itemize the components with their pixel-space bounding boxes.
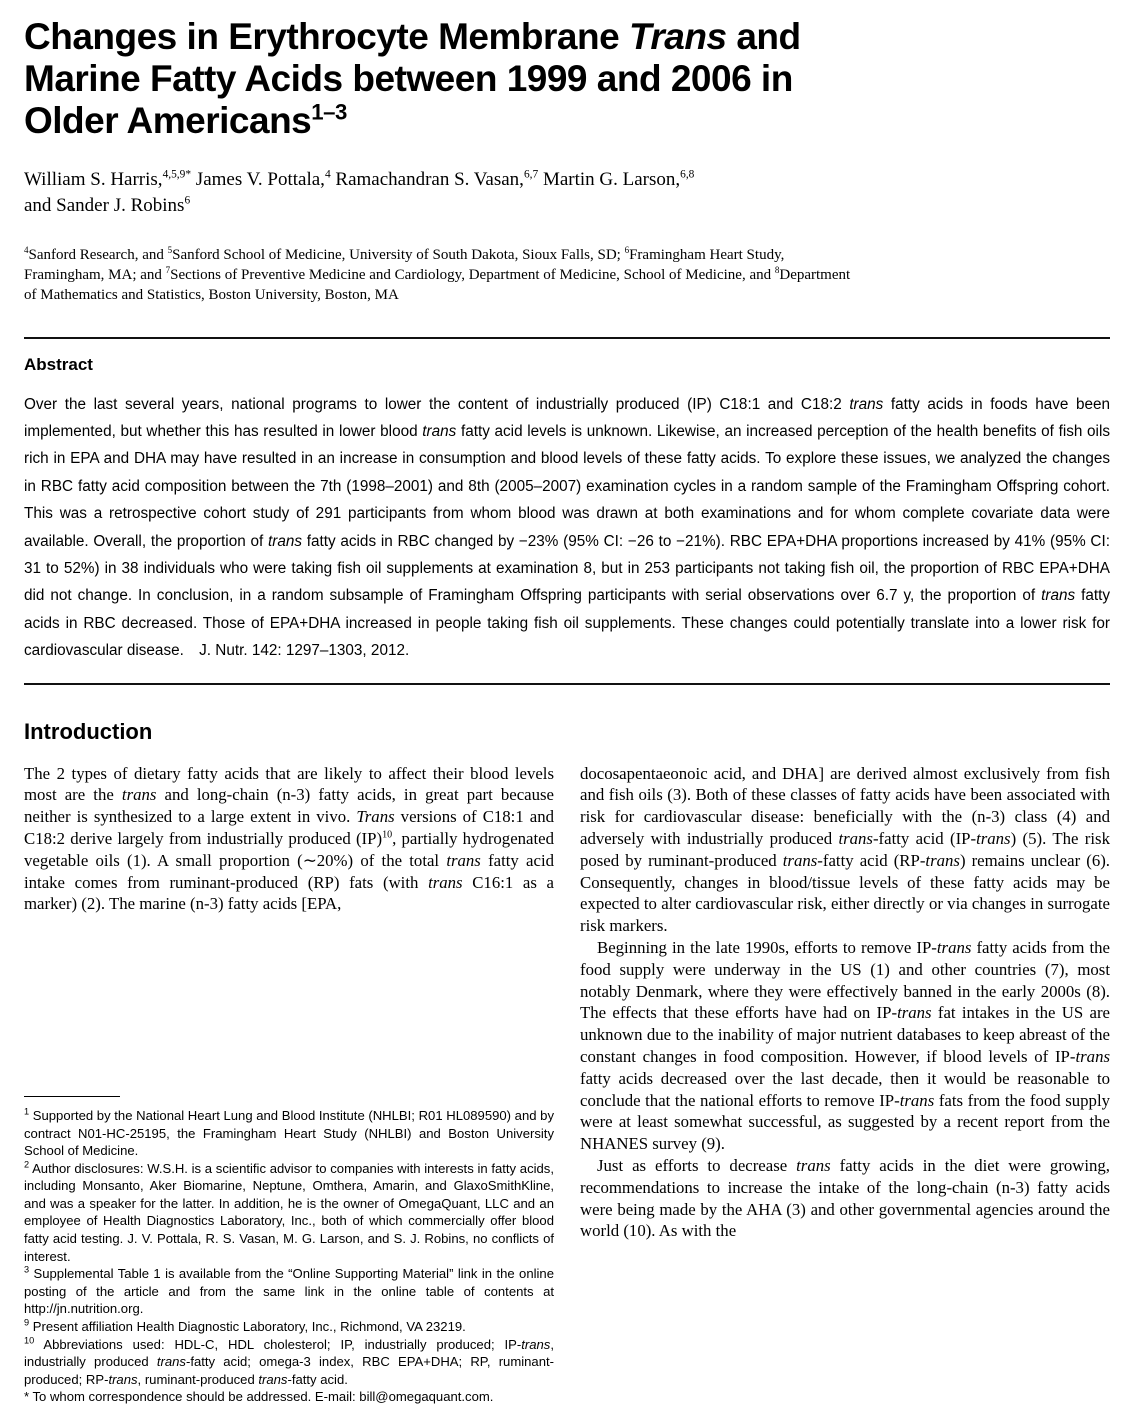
intro-paragraph-1-left: The 2 types of dietary fatty acids that are likely to affect their blood levels most are the trans and long-chain (n-3) fatty acids, in great part because neither is synthesized to a large extent in vivo. Trans versions of C18:1 and C18:2 derive largely from industrially produced (IP)$^{10}$, partially hydrogenated vegetable oils (1). A small proportion (∼20%) of the total trans fatty acid intake comes from ruminant-produced (RP) fats (with trans C16:1 as a marker) (2). The marine (n-3) fatty acids [EPA,	[24, 763, 555, 914]
abstract-text: Over the last several years, national programs to lower the content of industrially produced (IP) C18:1 and C18:2 trans fatty acids in foods have been implemented, but whether this has resulted in lower blood trans fatty acid levels is unknown. Likewise, an increased perception of the health benefits of fish oils rich in EPA and DHA may have resulted in an increase in consumption and blood levels of these fatty acids. To explore these issues, we analyzed the changes in RBC fatty acid composition between the 7th (1998–2001) and 8th (2005–2007) examination cycles in a random sample of the Framingham Offspring cohort. This was a retrospective cohort study of 291 participants from whom blood was drawn at both examinations and for whom complete covariate data were available. Overall, the proportion of trans fatty acids in RBC changed by −23% (95% CI: −26 to −21%). RBC EPA+DHA proportions increased by 41% (95% CI: 31 to 52%) in 38 individuals who were taking fish oil supplements at examination 8, but in 253 participants not taking fish oil, the proportion of RBC EPA+DHA did not change. In conclusion, in a random subsample of Framingham Offspring participants with serial observations over 6.7 y, the proportion of trans fatty acids in RBC decreased. Those of EPA+DHA increased in people taking fish oil supplements. These changes could potentially translate into a lower risk for cardiovascular disease. J. Nutr. 142: 1297–1303, 2012.	[24, 395, 1110, 660]
abstract-heading: Abstract	[24, 354, 93, 374]
footnote-10: $^{10}$ Abbreviations used: HDL-C, HDL cholesterol; IP, industrially produced; IP-trans, industrially produced trans-fatty acid; omega-3 index, RBC EPA+DHA; RP, ruminant-produced; RP-trans, ruminant-produced trans-fatty acid.	[24, 1335, 554, 1387]
affiliation-list	[24, 245, 1110, 305]
affiliation-line-3: of Mathematics and Statistics, Boston University, Boston, MA	[24, 286, 399, 303]
footnote-2: $^2$ Author disclosures: W.S.H. is a scientific advisor to companies with interests in fatty acids, including Monsanto, Aker Biomarine, Neptune, Omthera, Amarin, and GlaxoSmithKline, and was a speaker for the latter. In addition, he is the owner of OmegaQuant, LLC and an employee of Health Diagnostics Laboratory, Inc., both of which commercially offer blood fatty acid testing. J. V. Pottala, R. S. Vasan, M. G. Larson, and S. J. Robins, no conflicts of interest.	[24, 1159, 554, 1264]
footnote-divider	[24, 1096, 120, 1097]
intro-paragraph-2: Beginning in the late 1990s, efforts to remove IP-trans fatty acids from the food supply were underway in the US (1) and other countries (7), most notably Denmark, where they were effectively banned in the early 2000s (8). The effects that these efforts have had on IP-trans fat intakes in the US are unknown due to the inability of major nutrient databases to keep abreast of the constant changes in food composition. However, if blood levels of IP-trans fatty acids decreased over the last decade, then it would be reasonable to conclude that the national efforts to remove IP-trans fats from the food supply were at least somewhat successful, as suggested by a recent report from the NHANES survey (9).	[580, 937, 1110, 1154]
introduction-heading: Introduction	[24, 718, 153, 744]
title-line-3: Older Americans$^{1-3}$	[24, 100, 347, 142]
footnote-correspondence: * To whom correspondence should be addressed. E-mail: bill@omegaquant.com.	[24, 1389, 494, 1405]
author-list	[24, 167, 1110, 219]
affiliation-line-1: $^4$Sanford Research, and $^5$Sanford School of Medicine, University of South Dakota, Sioux Falls, SD; $^6$Framingham Heart Study,	[24, 244, 785, 263]
right-column	[580, 763, 1110, 1412]
intro-paragraph-3: Just as efforts to decrease trans fatty acids in the diet were growing, recommendations to increase the intake of the long-chain (n-3) fatty acids were being made by the AHA (3) and other governmental agencies around the world (10). As with the	[580, 1155, 1110, 1241]
title-line-2: Marine Fatty Acids between 1999 and 2006 in	[24, 58, 793, 100]
footnotes-block	[24, 1096, 554, 1412]
footnote-9: $^9$ Present affiliation Health Diagnostic Laboratory, Inc., Richmond, VA 23219.	[24, 1317, 466, 1335]
footnote-1: $^1$ Supported by the National Heart Lung and Blood Institute (NHLBI; R01 HL089590) and by contract N01-HC-25195, the Framingham Heart Study (NHLBI) and Boston University School of Medicine.	[24, 1106, 554, 1159]
left-column	[24, 763, 554, 1412]
two-column-body	[24, 763, 1110, 1412]
introduction-section	[24, 715, 1110, 1412]
article-title	[24, 16, 1110, 143]
intro-paragraph-1-right: docosapentaeonoic acid, and DHA] are derived almost exclusively from fish and fish oils (3). Both of these classes of fatty acids have been associated with risk for cardiovascular disease: beneficially with the (n-3) class (4) and adversely with industrially produced trans-fatty acid (IP-trans) (5). The risk posed by ruminant-produced trans-fatty acid (RP-trans) remains unclear (6). Consequently, changes in blood/tissue levels of these fatty acids may be expected to alter cardiovascular risk, either directly or via changes in surrogate risk markers.	[580, 763, 1110, 936]
author-line-2: and Sander J. Robins$^6$	[24, 194, 191, 216]
footnote-3: $^3$ Supplemental Table 1 is available from the “Online Supporting Material” link in the online posting of the article and from the same link in the online table of contents at http://jn.nutrition.org.	[24, 1264, 554, 1317]
abstract-section	[24, 337, 1110, 685]
affiliation-line-2: Framingham, MA; and $^7$Sections of Preventive Medicine and Cardiology, Department of Medicine, School of Medicine, and $^8$Department	[24, 264, 851, 283]
author-line-1: William S. Harris,$^{4,5,9*}$ James V. Pottala,$^4$ Ramachandran S. Vasan,$^{6,7}$ Martin G. Larson,$^{6,8}$	[24, 168, 695, 190]
title-line-1: Changes in Erythrocyte Membrane Trans and	[24, 16, 801, 57]
